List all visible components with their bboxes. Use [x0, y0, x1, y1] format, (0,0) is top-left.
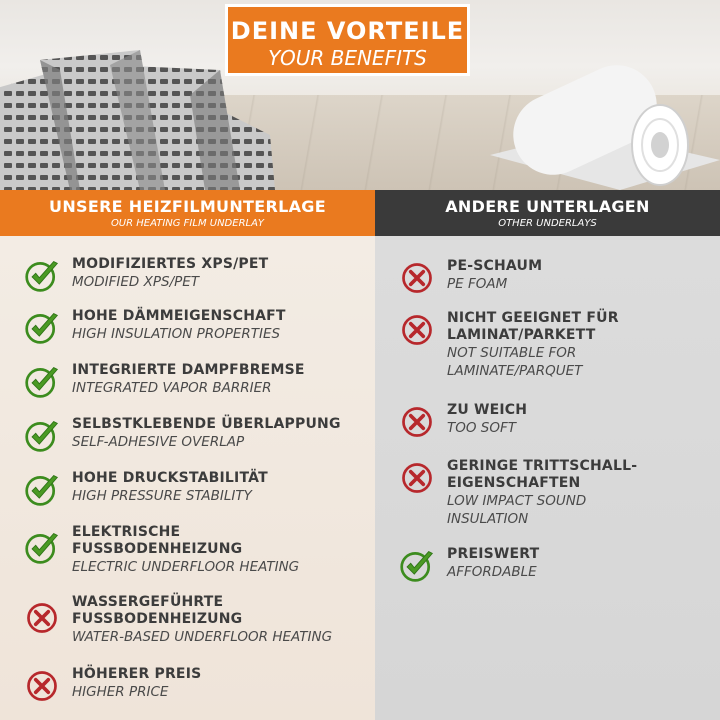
check-circle-icon — [24, 530, 60, 566]
check-circle-icon — [24, 472, 60, 508]
check-circle-icon — [24, 418, 60, 454]
item-label-en-line1: LOW IMPACT SOUND — [447, 493, 587, 509]
item-label-de-line1: GERINGE TRITTSCHALL- — [447, 458, 638, 474]
check-circle-icon — [399, 548, 435, 584]
cross-circle-icon — [399, 404, 435, 440]
right-column-header — [375, 190, 720, 236]
item-label-de-line2: FUSSBODENHEIZUNG — [72, 611, 243, 627]
page-title: DEINE VORTEILE — [230, 17, 465, 45]
item-label-de: SELBSTKLEBENDE ÜBERLAPPUNG — [72, 416, 341, 432]
item-label-en-line1: NOT SUITABLE FOR — [447, 345, 577, 361]
item-label-en-line2: INSULATION — [447, 511, 529, 527]
left-column — [0, 236, 375, 720]
item-label-en: MODIFIED XPS/PET — [72, 274, 200, 290]
item-label-en: PE FOAM — [447, 276, 508, 292]
left-column-title: UNSERE HEIZFILMUNTERLAGE — [49, 197, 326, 216]
item-label-en-line2: LAMINATE/PARQUET — [447, 363, 583, 379]
item-label-en: HIGH INSULATION PROPERTIES — [72, 326, 281, 342]
item-label-de-line2: FUSSBODENHEIZUNG — [72, 541, 243, 557]
hero-photo — [0, 0, 720, 190]
item-label-de: HÖHERER PREIS — [72, 666, 202, 682]
check-circle-icon — [24, 310, 60, 346]
foam-roll-image — [470, 60, 720, 190]
item-label-en: TOO SOFT — [447, 420, 516, 436]
item-label-de: HOHE DÄMMEIGENSCHAFT — [72, 308, 286, 324]
cross-circle-icon — [24, 668, 60, 704]
left-column-header — [0, 190, 375, 236]
item-label-en: INTEGRATED VAPOR BARRIER — [72, 380, 272, 396]
item-label-de: HOHE DRUCKSTABILITÄT — [72, 470, 268, 486]
item-label-de-line1: WASSERGEFÜHRTE — [72, 594, 224, 610]
title-banner — [225, 4, 470, 76]
item-label-de-line2: EIGENSCHAFTEN — [447, 475, 581, 491]
cross-circle-icon — [24, 600, 60, 636]
item-label-de: PE-SCHAUM — [447, 258, 543, 274]
item-label-en: SELF-ADHESIVE OVERLAP — [72, 434, 245, 450]
page-subtitle: YOUR BENEFITS — [268, 46, 427, 70]
cross-circle-icon — [399, 312, 435, 348]
cross-circle-icon — [399, 260, 435, 296]
cross-circle-icon — [399, 460, 435, 496]
item-label-de-line1: ELEKTRISCHE — [72, 524, 181, 540]
check-circle-icon — [24, 364, 60, 400]
right-column — [375, 236, 720, 720]
item-label-de: ZU WEICH — [447, 402, 528, 418]
item-label-de: MODIFIZIERTES XPS/PET — [72, 256, 269, 272]
item-label-en: HIGH PRESSURE STABILITY — [72, 488, 252, 504]
item-label-de: INTEGRIERTE DAMPFBREMSE — [72, 362, 305, 378]
right-column-subtitle: OTHER UNDERLAYS — [498, 218, 597, 229]
item-label-en: AFFORDABLE — [447, 564, 537, 580]
item-label-de-line2: LAMINAT/PARKETT — [447, 327, 596, 343]
left-column-subtitle: OUR HEATING FILM UNDERLAY — [110, 218, 265, 229]
check-circle-icon — [24, 258, 60, 294]
item-label-de: PREISWERT — [447, 546, 540, 562]
item-label-en: WATER-BASED UNDERFLOOR HEATING — [72, 629, 333, 645]
item-label-en: HIGHER PRICE — [72, 684, 169, 700]
right-column-title: ANDERE UNTERLAGEN — [445, 197, 650, 216]
item-label-en: ELECTRIC UNDERFLOOR HEATING — [72, 559, 300, 575]
item-label-de-line1: NICHT GEEIGNET FÜR — [447, 310, 619, 326]
